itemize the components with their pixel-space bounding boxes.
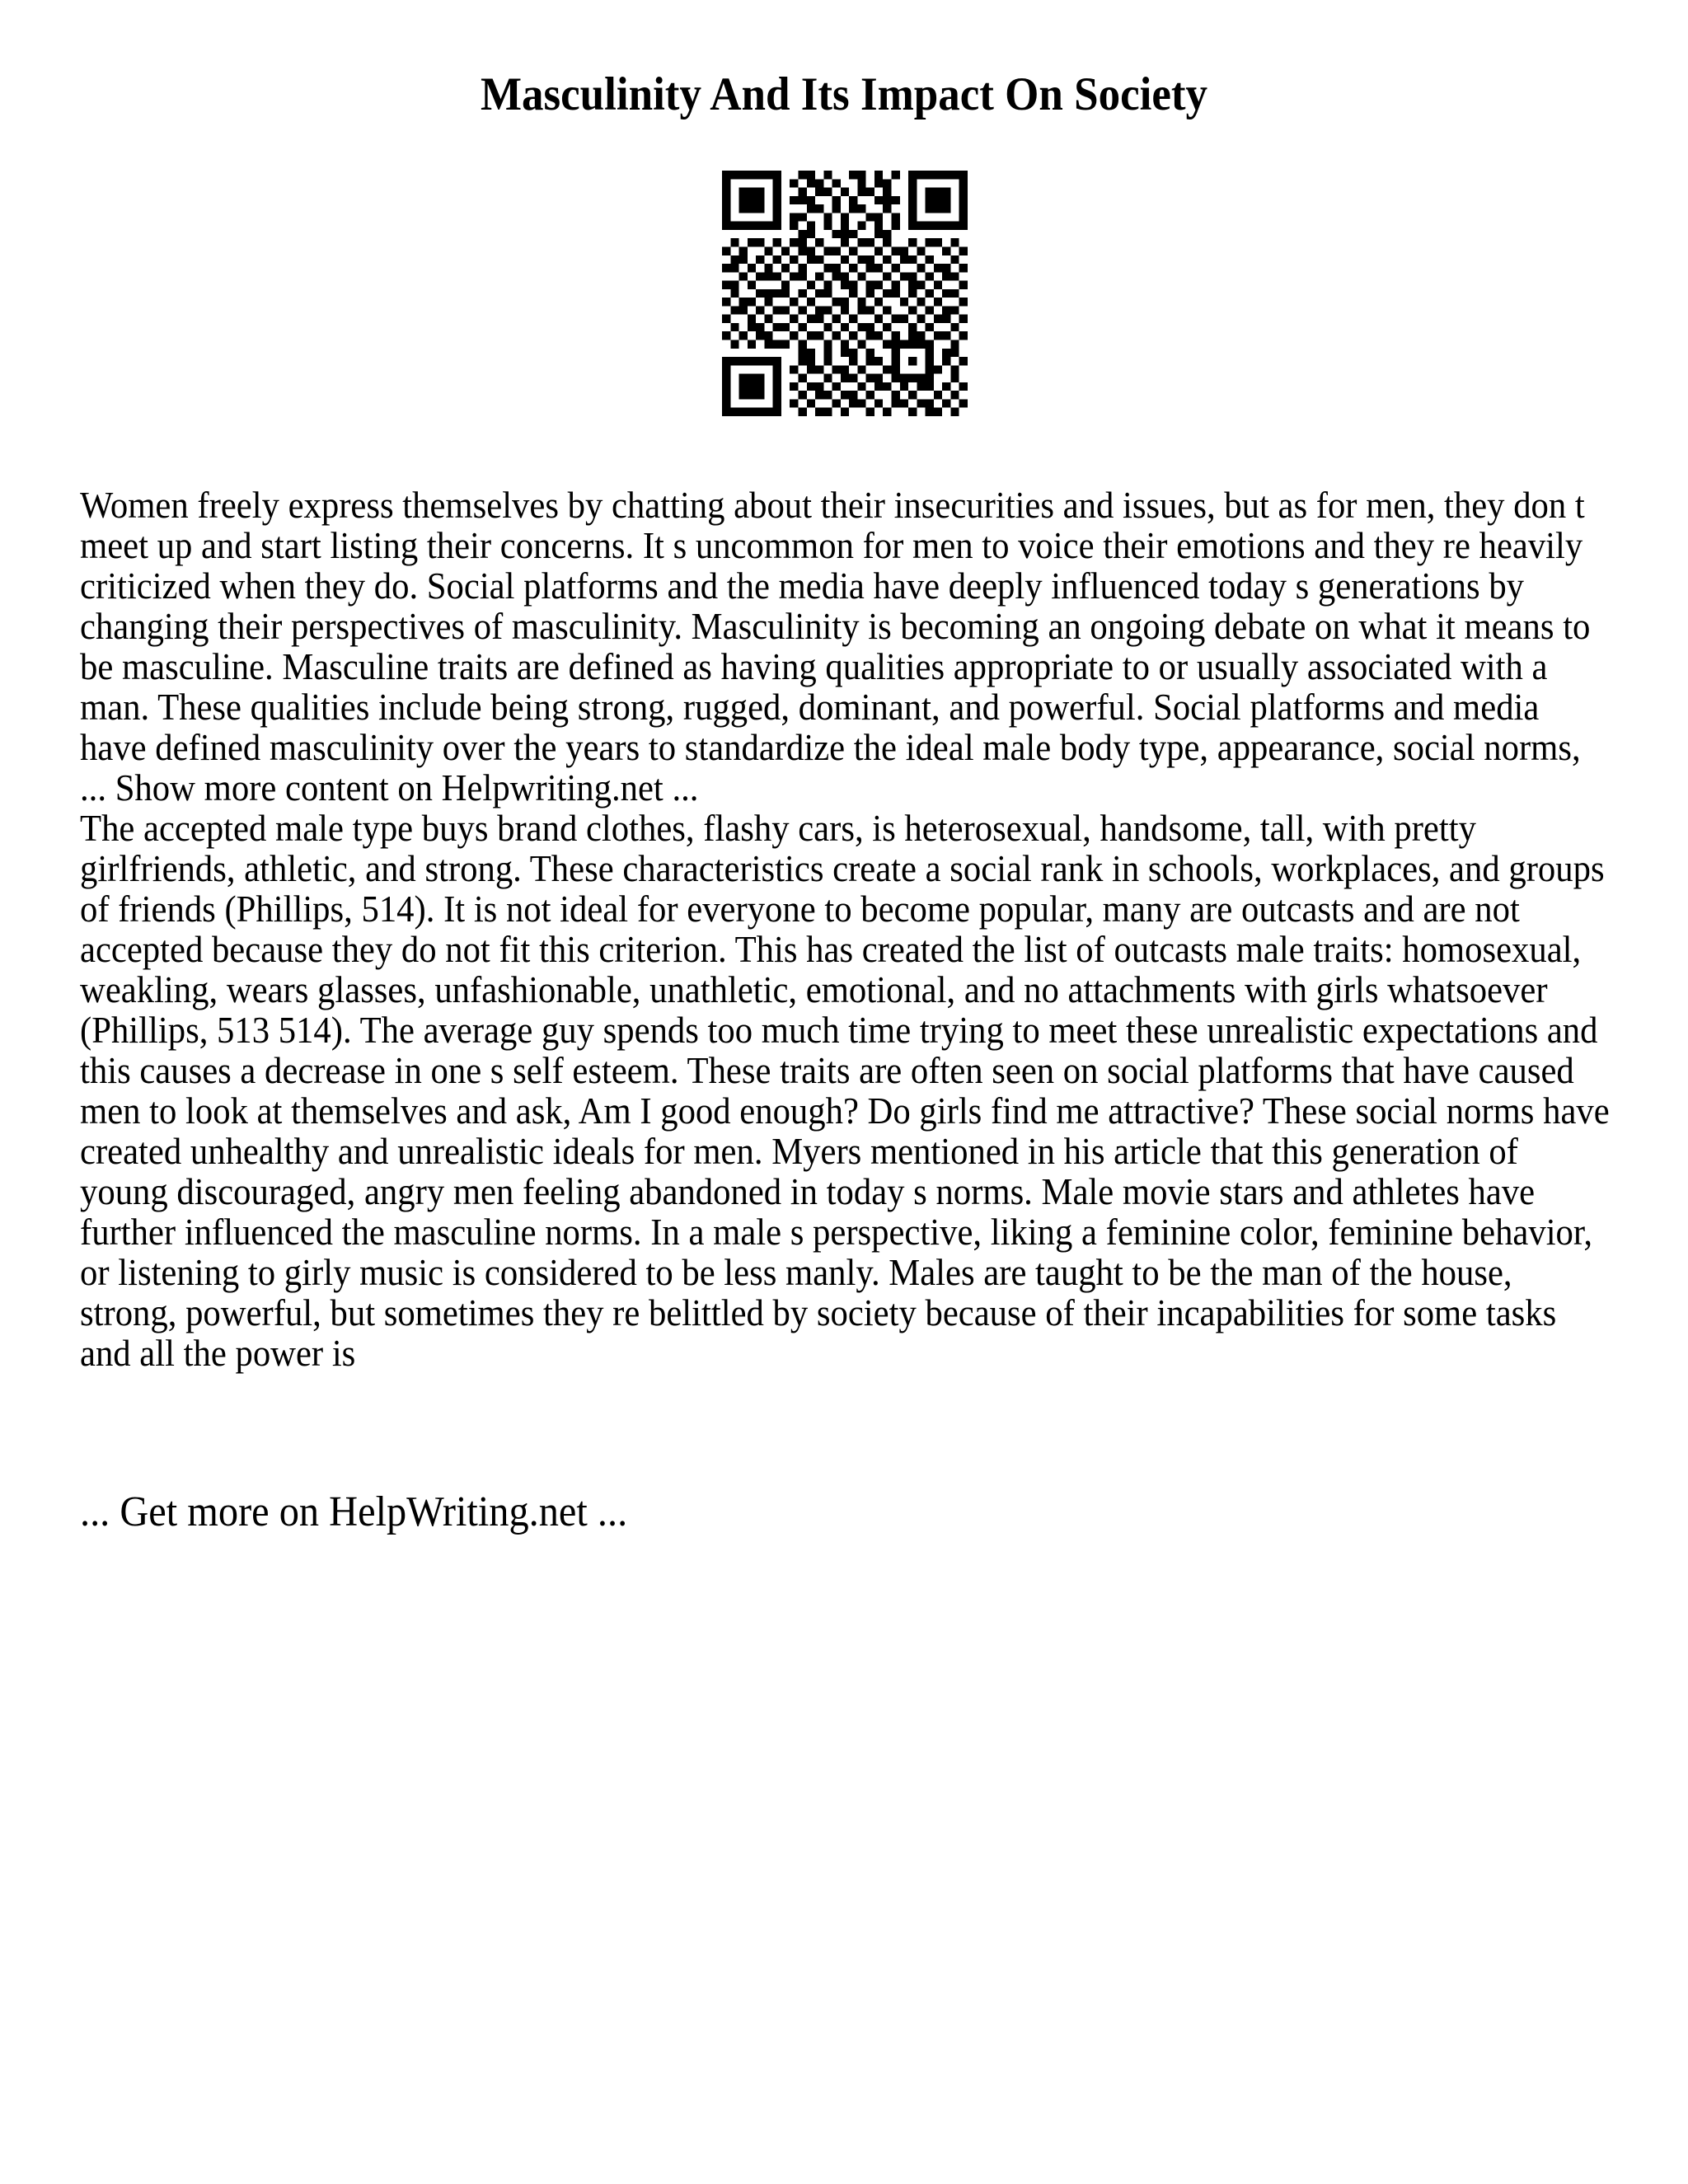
essay-body	[80, 485, 1613, 1373]
page-title: Masculinity And Its Impact On Society	[480, 68, 1208, 121]
essay-paragraph: The accepted male type buys brand clothes, flashy cars, is heterosexual, handsome, tall, with pretty girlfriends, athletic, and strong. These characteristics create a social rank in schools, workplaces, and groups of friends (Phillips, 514). It is not ideal for everyone to become popular, many are outcasts and are not accepted because they do not fit this criterion. This has created the list of outcasts male traits: homosexual, weakling, wears glasses, unfashionable, unathletic, emotional, and no attachments with girls whatsoever (Phillips, 513 514). The average guy spends too much time trying to meet these unrealistic expectations and this causes a decrease in one s self esteem. These traits are often seen on social platforms that have caused men to look at themselves and ask, Am I good enough? Do girls find me attractive? These social norms have created unhealthy and unrealistic ideals for men. Myers mentioned in his article that this generation of young discouraged, angry men feeling abandoned in today s norms. Male movie stars and athletes have further influenced the masculine norms. In a male s perspective, liking a feminine color, feminine behavior, or listening to girly music is considered to be less manly. Males are taught to be the man of the house, strong, powerful, but sometimes they re belittled by society because of their incapabilities for some tasks and all the power is	[80, 807, 1610, 1374]
qr-code-svg	[722, 171, 968, 416]
qr-code-image	[722, 171, 968, 416]
essay-paragraph: Women freely express themselves by chatting about their insecurities and issues, but as for men, they don t meet up and start listing their concerns. It s uncommon for men to voice their emotions and they re heavily criticized when they do. Social platforms and the media have deeply influenced today s generations by changing their perspectives of masculinity. Masculinity is becoming an ongoing debate on what it means to be masculine. Masculine traits are defined as having qualities appropriate to or usually associated with a man. These qualities include being strong, rugged, dominant, and powerful. Social platforms and media have defined masculinity over the years to standardize the ideal male body type, appearance, social norms, ... Show more content on Helpwriting.net ...	[80, 484, 1591, 808]
get-more-link: ... Get more on HelpWriting.net ...	[80, 1488, 628, 1535]
